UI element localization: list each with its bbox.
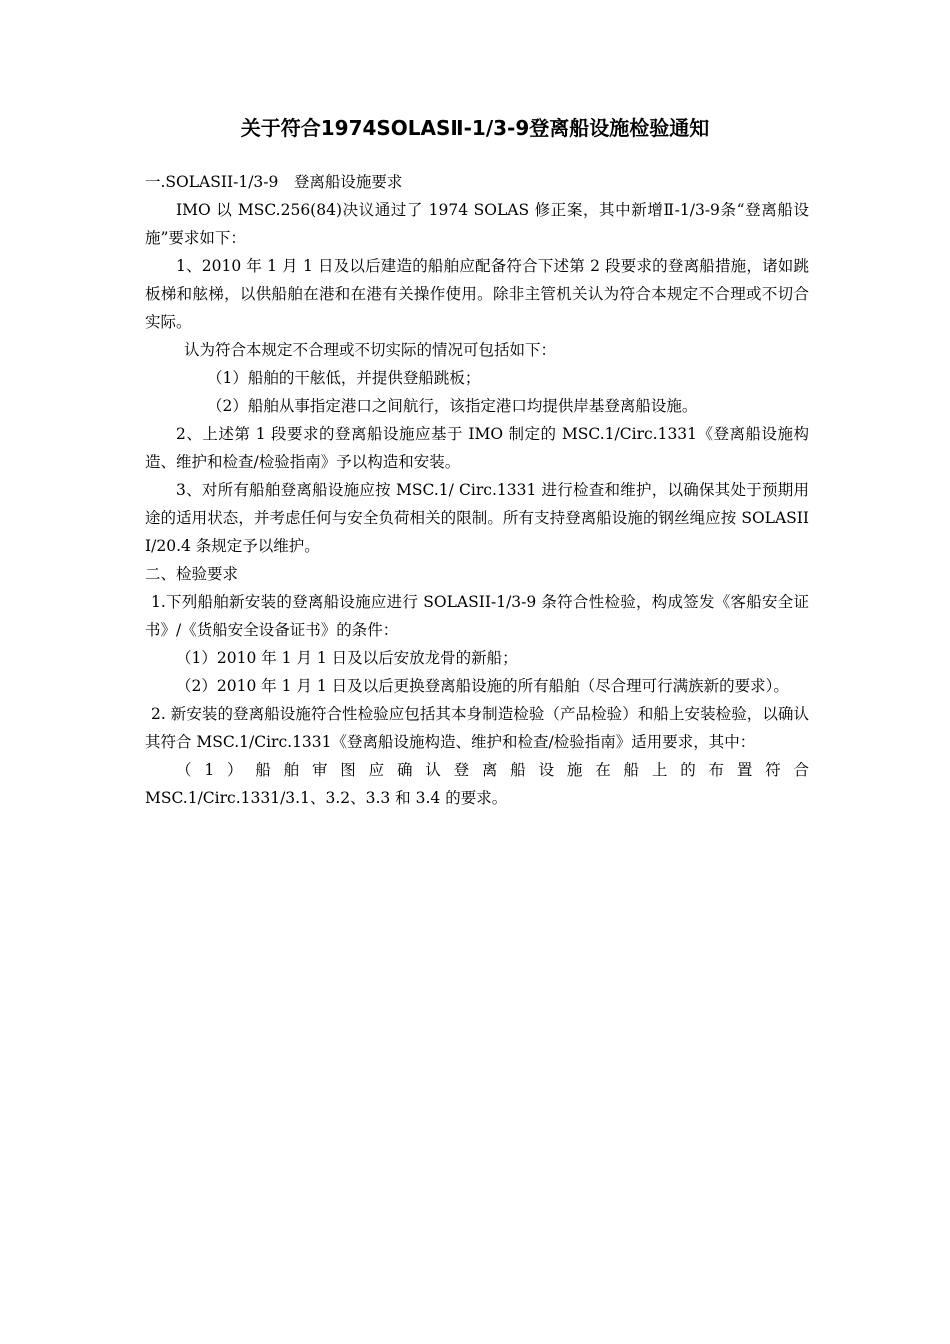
survey-item-1: 1.下列船舶新安装的登离船设施应进行 SOLASII-1/3-9 条符合性检验，构成签发《客船安全证书》/《货船安全设备证书》的条件： <box>145 593 809 639</box>
section-heading-2: 二、检验要求 <box>145 565 239 583</box>
section-heading-1: 一.SOLASII-1/3-9 登离船设施要求 <box>145 173 403 191</box>
survey-subitem-1: （1）2010 年 1 月 1 日及以后安放龙骨的新船； <box>176 649 518 667</box>
survey-subitem-2: （2）2010 年 1 月 1 日及以后更换登离船设施的所有船舶（尽合理可行满族新的要求）。 <box>176 677 789 695</box>
survey-item-2: 2. 新安装的登离船设施符合性检验应包括其本身制造检验（产品检验）和船上安装检验，以确认其符合 MSC.1/Circ.1331《登离船设施构造、维护和检查/检验指南》适用要求，其中： <box>145 705 809 751</box>
exception-item-1: （1）船舶的干舷低，并提供登船跳板； <box>207 369 481 387</box>
requirement-paragraph-1: 1、2010 年 1 月 1 日及以后建造的船舶应配备符合下述第 2 段要求的登离船措施，诸如跳板梯和舷梯，以供船舶在港和在港有关操作使用。除非主管机关认为符合本规定不合理或不切合实际。 <box>145 257 809 331</box>
exception-intro: 认为符合本规定不合理或不切实际的情况可包括如下： <box>184 341 557 359</box>
intro-paragraph: IMO 以 MSC.256(84)决议通过了 1974 SOLAS 修正案，其中新增Ⅱ-1/3-9条“登离船设施”要求如下： <box>145 201 809 247</box>
document-body <box>145 168 809 812</box>
requirement-paragraph-2: 2、上述第 1 段要求的登离船设施应基于 IMO 制定的 MSC.1/Circ.1331《登离船设施构造、维护和检查/检验指南》予以构造和安装。 <box>145 425 809 471</box>
survey-subitem-3: （1）船舶审图应确认登离船设施在船上的布置符合 <box>176 761 809 779</box>
document-title: 关于符合1974SOLASⅡ-1/3-9登离船设施检验通知 <box>240 116 710 140</box>
requirement-paragraph-3: 3、对所有船舶登离船设施应按 MSC.1/ Circ.1331 进行检查和维护，以确保其处于预期用途的适用状态，并考虑任何与安全负荷相关的限制。所有支持登离船设施的钢丝绳应按 SOLASIII/20.4 条规定予以维护。 <box>145 481 809 555</box>
survey-subitem-3-continuation: MSC.1/Circ.1331/3.1、3.2、3.3 和 3.4 的要求。 <box>145 789 508 807</box>
exception-item-2: （2）船舶从事指定港口之间航行，该指定港口均提供岸基登离船设施。 <box>207 397 698 415</box>
